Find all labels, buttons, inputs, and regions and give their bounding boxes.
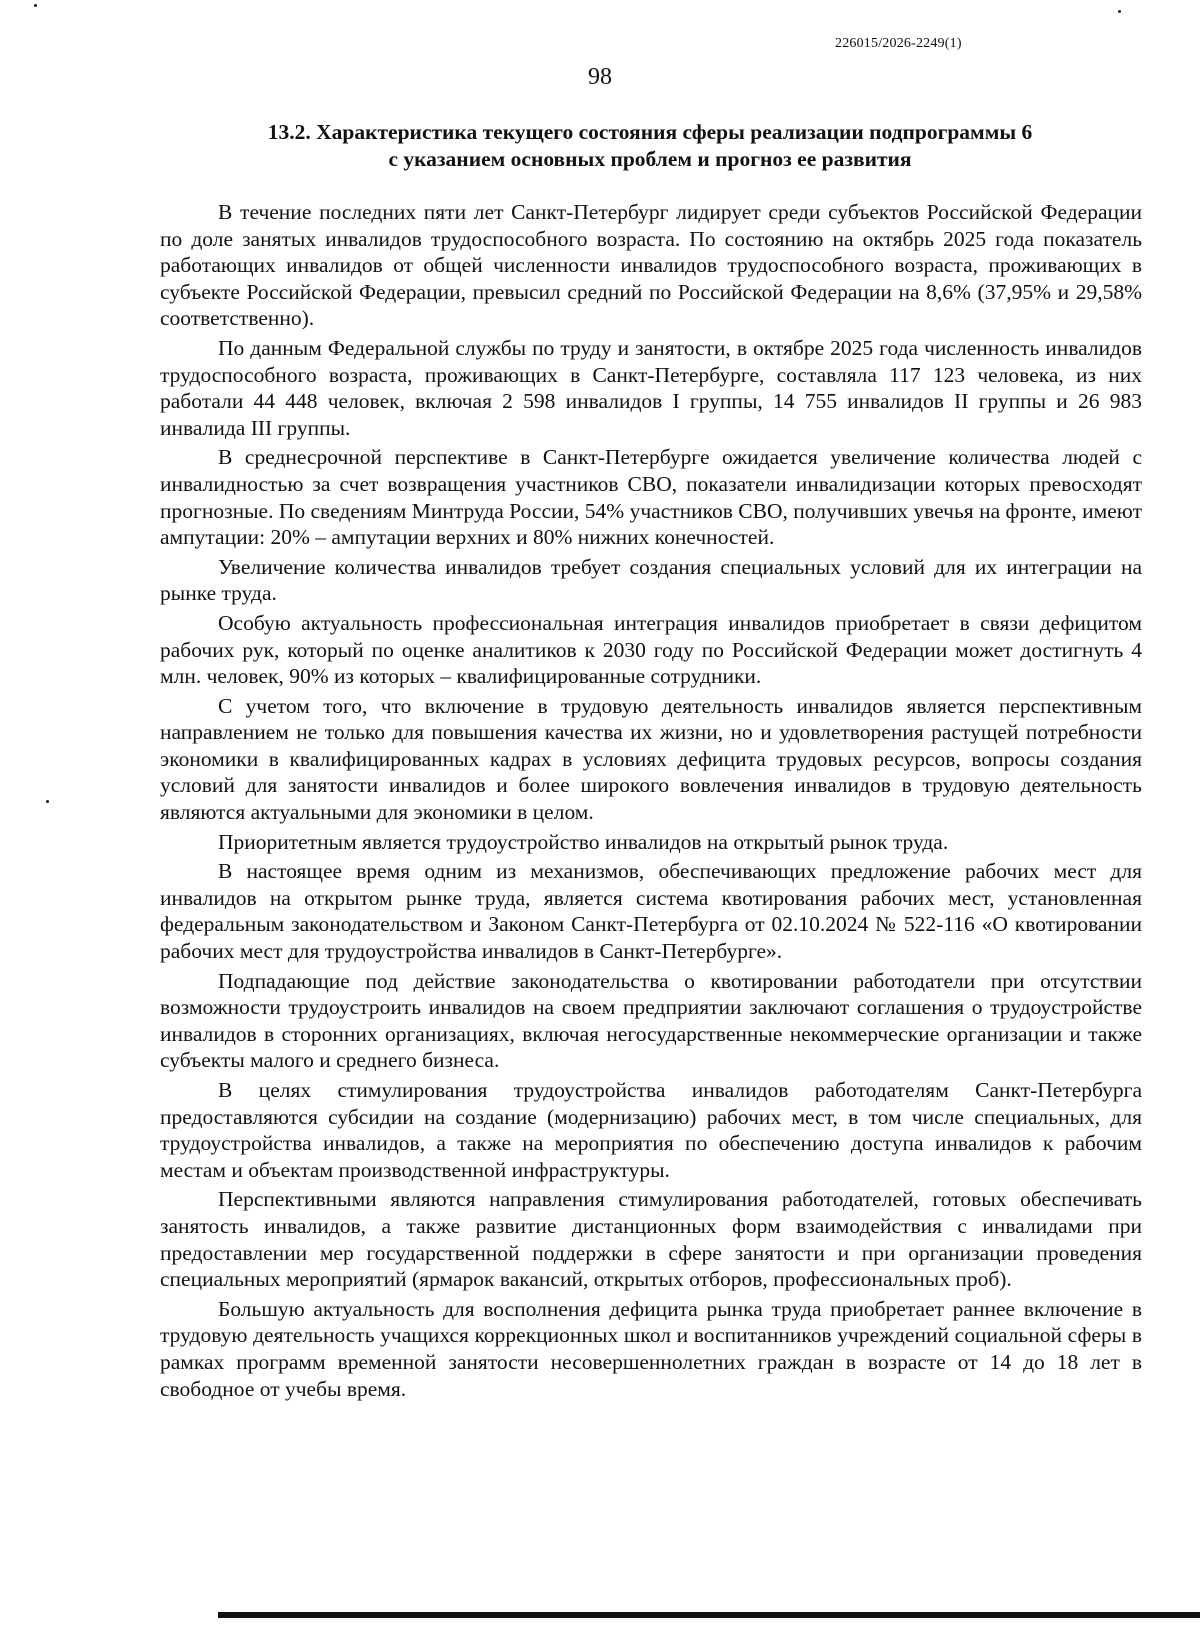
paragraph: В настоящее время одним из механизмов, обеспечивающих предложение рабочих мест для инвалидов на открытом рынке труда, является система квотирования рабочих мест, установленная федеральным законодательством и Законом Санкт-Петербурга от 02.10.2024 № 522-116 «О квотировании рабочих мест для трудоустройства инвалидов в Санкт-Петербурге». xyxy=(160,859,1142,964)
paragraph: С учетом того, что включение в трудовую деятельность инвалидов является перспективным направлением не только для повышения качества их жизни, но и удовлетворения растущей потребности экономики в квалифицированных кадрах в условиях дефицита трудовых ресурсов, вопросы создания условий для занятости инвалидов и более широкого вовлечения инвалидов в трудовую деятельность являются актуальными для экономики в целом. xyxy=(160,693,1142,825)
scan-speck xyxy=(1118,10,1121,13)
paragraph: Приоритетным является трудоустройство инвалидов на открытый рынок труда. xyxy=(218,829,949,854)
scan-speck xyxy=(34,4,37,7)
paragraph: В среднесрочной перспективе в Санкт-Петербурге ожидается увеличение количества людей с инвалидностью за счет возвращения участников СВО, показатели инвалидизации которых превосходят прогнозные. По сведениям Минтруда России, 54% участников СВО, получивших увечья на фронте, имеют ампутации: 20% – ампутации верхних и 80% нижних конечностей. xyxy=(160,445,1142,550)
body-text xyxy=(160,199,1142,1405)
paragraph: Увеличение количества инвалидов требует создания специальных условий для их интеграции на рынке труда. xyxy=(160,554,1142,606)
section-title-line-1: 13.2. Характеристика текущего состояния сферы реализации подпрограммы 6 xyxy=(267,120,1033,144)
scan-bottom-edge xyxy=(218,1612,1200,1618)
paragraph: В течение последних пяти лет Санкт-Петербург лидирует среди субъектов Российской Федерации по доле занятых инвалидов трудоспособного возраста. По состоянию на октябрь 2025 года показатель работающих инвалидов от общей численности инвалидов трудоспособного возраста, проживающих в субъекте Российской Федерации, превысил средний по Российской Федерации на 8,6% (37,95% и 29,58% соответственно). xyxy=(160,200,1142,331)
paragraph: Большую актуальность для восполнения дефицита рынка труда приобретает раннее включение в трудовую деятельность учащихся коррекционных школ и воспитанников учреждений социальной сферы в рамках программ временной занятости несовершеннолетних граждан в возрасте от 14 до 18 лет в свободное от учебы время. xyxy=(160,1296,1142,1401)
document-id: 226015/2026-2249(1) xyxy=(835,36,962,51)
section-title xyxy=(160,119,1140,173)
page-number: 98 xyxy=(588,64,612,90)
paragraph: Перспективными являются направления стимулирования работодателей, готовых обеспечивать занятость инвалидов, а также развитие дистанционных форм взаимодействия с инвалидами при предоставлении мер государственной поддержки в сфере занятости и при организации проведения специальных мероприятий (ярмарок вакансий, открытых отборов, профессиональных проб). xyxy=(160,1187,1142,1292)
paragraph: По данным Федеральной службы по труду и занятости, в октябре 2025 года численность инвалидов трудоспособного возраста, проживающих в Санкт-Петербурге, составляла 117 123 человека, из них работали 44 448 человек, включая 2 598 инвалидов I группы, 14 755 инвалидов II группы и 26 983 инвалида III группы. xyxy=(160,335,1142,440)
paragraph: В целях стимулирования трудоустройства инвалидов работодателям Санкт-Петербурга предоставляются субсидии на создание (модернизацию) рабочих мест, в том числе специальных, для трудоустройства инвалидов, а также на мероприятия по обеспечению доступа инвалидов к рабочим местам и объектам производственной инфраструктуры. xyxy=(160,1078,1142,1182)
paragraph: Подпадающие под действие законодательства о квотировании работодатели при отсутствии возможности трудоустроить инвалидов на своем предприятии заключают соглашения о трудоустройстве инвалидов в сторонних организациях, включая негосударственные некоммерческие организации и также субъекты малого и среднего бизнеса. xyxy=(160,968,1142,1073)
paragraph: Особую актуальность профессиональная интеграция инвалидов приобретает в связи дефицитом рабочих рук, который по оценке аналитиков к 2030 году по Российской Федерации может достигнуть 4 млн. человек, 90% из которых – квалифицированные сотрудники. xyxy=(160,610,1142,689)
section-title-line-2: с указанием основных проблем и прогноз ее развития xyxy=(388,147,912,171)
scan-speck xyxy=(46,800,49,803)
